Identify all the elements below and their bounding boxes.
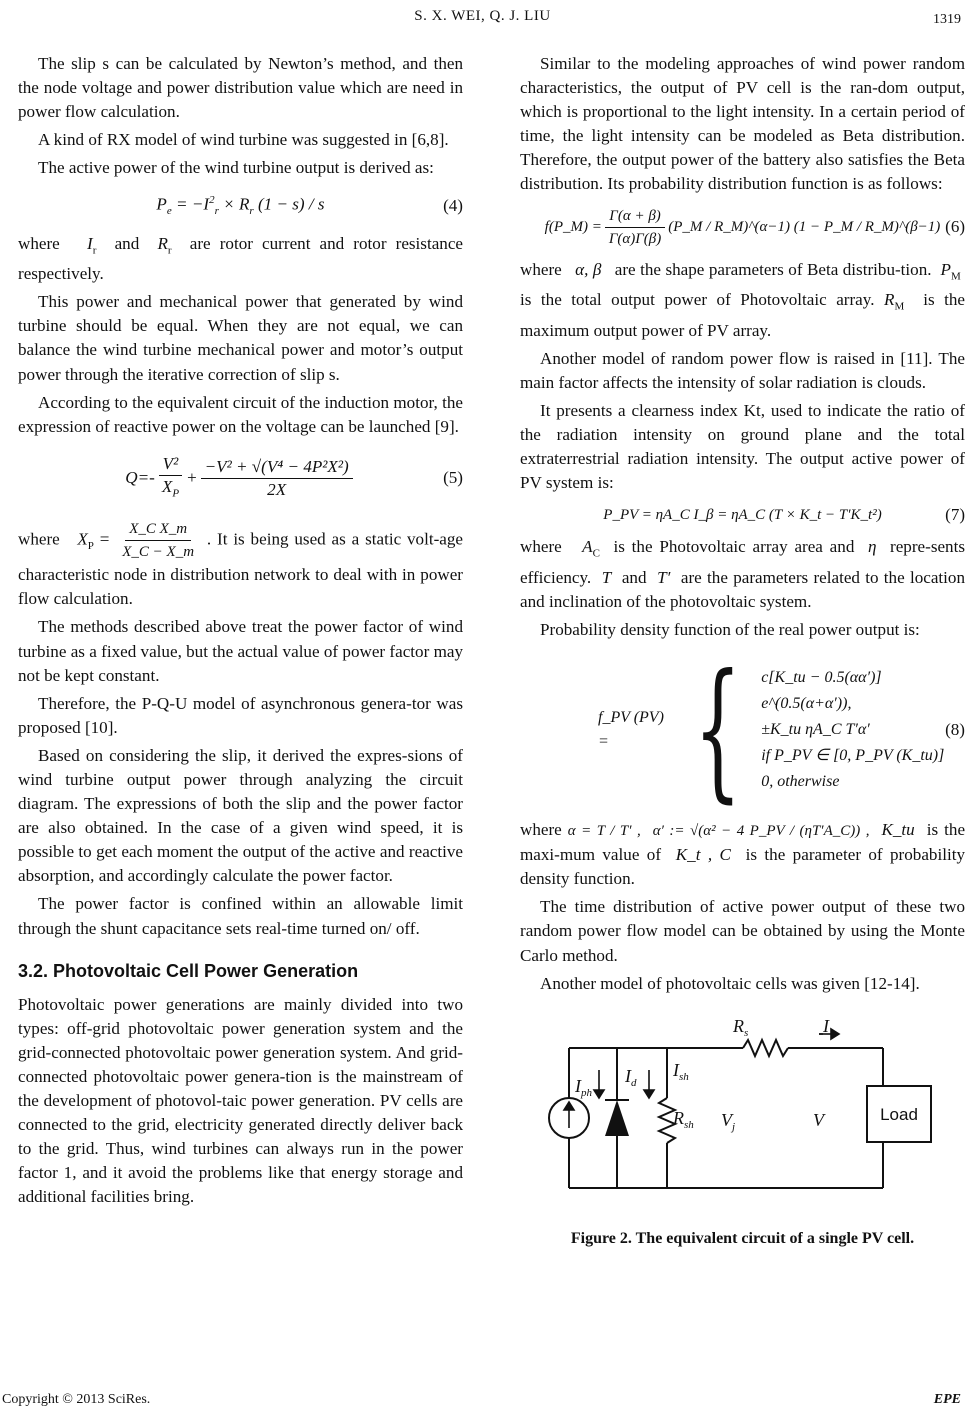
paragraph: Photovoltaic power generations are mainly divided into two types: off-grid photovoltaic power generation system and the grid-connected photovoltaic power generation system. And grid-connected photovoltaic power genera-tion is the mainstream of the development of photovol-taic power generation. PV cells are connected to the grid, electricity generated directly deliver back to the grid. Thus, wind turbines can always run in the power factor 1, and it avoid the problems like that energy storage and additional facilities bring. xyxy=(18,994,463,1207)
equation-number: (6) xyxy=(945,217,965,237)
equation-6: f(P_M) = $\frac{\Gamma(\alpha + \beta)}{\Gamma(\alpha)\Gamma(\beta)}$ (P_M / R_M)^(α−1) (1 − P_M / R_M)^(β−1) (6) xyxy=(520,205,965,250)
equation-number: (8) xyxy=(945,720,965,740)
svg-text:Iph: $I_{ph}$ xyxy=(574,1075,592,1099)
left-column xyxy=(18,52,463,1214)
equation-number: (7) xyxy=(945,505,965,525)
paragraph: where $I_r$ and $R_r$ are rotor current and rotor resistance respectively. xyxy=(18,233,464,284)
paragraph: The methods described above treat the power factor of wind turbine as a fixed value, but the actual value of power factor may not be kept constant. xyxy=(18,617,463,685)
paragraph: The slip s can be calculated by Newton’s method, and then the node voltage and power distribution value which are need in power flow calculation. xyxy=(18,54,463,122)
equation-8: f_PV (PV) = { c[K_tu − 0.5(αα′)] e^(0.5(α+α′)), ±K_tu ηA_C T′α′ if P_PV ∈ [0, P_PV (K_tu)] 0, otherwise (8) xyxy=(598,643,965,818)
svg-text:Vj: $V_j$ xyxy=(720,1109,735,1133)
brace-icon: { xyxy=(693,643,742,818)
equation-7: P_PV = ηA_C I_β = ηA_C (T × K_t − T′K_t²) (7) xyxy=(520,503,965,527)
paragraph: Based on considering the slip, it derived the expres-sions of wind turbine output power through analyzing the circuit diagram. The expressions of both the slip and the power factor are also obtained. In the case of a given wind speed, it is possible to get each moment the output of the active and reactive absorption, and accordingly calculate the power factor. xyxy=(18,745,463,886)
figure-caption: Figure 2. The equivalent circuit of a single PV cell. xyxy=(570,1229,915,1247)
paragraph: where α = T / T′ , α′ := √(α² − 4 P_PV / (ηT′A_C)) , K_tu is the maxi-mum value of K_t , C is the parameter of probability density function. xyxy=(520,820,965,889)
equation-5: Q=- $\frac{\text{V²}}{X_P}$ + $\frac{\text{−V² + √(V⁴ − 4P²X²)}}{2X}$ (5) xyxy=(125,453,463,500)
paragraph: It presents a clearness index Kt, used to indicate the ratio of the radiation intensity on ground plane and the total extraterrestrial radiation intensity. The output active power of PV system is: xyxy=(520,400,965,493)
svg-text:Ish: $I_{sh}$ xyxy=(672,1059,689,1083)
journal-abbrev: EPE xyxy=(933,1392,961,1407)
equation-number: (4) xyxy=(443,196,463,216)
svg-text:Rs: $R_s$ xyxy=(732,1017,748,1039)
equation-4: $P_e = -I^2_r \times R_r$ (1 − s) / s (4) xyxy=(156,194,463,218)
page-number: 1319 xyxy=(933,12,961,27)
svg-text:Load: Load xyxy=(879,1104,918,1124)
paragraph: Therefore, the P-Q-U model of asynchronous genera-tor was proposed [10]. xyxy=(18,693,463,737)
paragraph: Similar to the modeling approaches of wind power random characteristics, the output of PV cell is the ran-dom output, which is proportional to the light intensity. In a certain period of time, the light intensity can be modeled as Beta distribution. Therefore, the output power of the battery also satisfies the Beta distribution. Its probability distribution function is as follows: xyxy=(520,54,965,194)
right-column xyxy=(520,52,965,1251)
equation-number: (5) xyxy=(443,468,463,488)
paragraph: where $X_P$ = $\frac{\text{X\_C X\_m}}{X\_C - X\_m}$ . It is being used as a static volt-age characteristic node in distribution network to deal with in power flow calculation. xyxy=(18,518,463,611)
svg-text:I: I xyxy=(822,1017,829,1036)
svg-text:Rsh: $R_{sh}$ xyxy=(672,1107,694,1131)
paragraph: Another model of photovoltaic cells was given [12-14]. xyxy=(540,973,920,993)
pv-cell-circuit-diagram xyxy=(533,1018,953,1208)
page-header xyxy=(0,8,965,28)
paragraph: Another model of random power flow is raised in [11]. The main factor affects the intensity of solar radiation is clouds. xyxy=(520,348,965,392)
paragraph: Probability density function of the real power output is: xyxy=(540,620,920,639)
svg-text:V: V xyxy=(812,1109,824,1130)
paragraph: This power and mechanical power that generated by wind turbine should be equal. When they are not equal, we can balance the wind turbine mechanical power and motor’s output power through the iterative correction of slip s. xyxy=(18,292,463,384)
running-header-authors: S. X. WEI, Q. J. LIU xyxy=(414,8,551,24)
paragraph: The power factor is confined within an allowable limit through the shunt capacitance sets real-time turned on/ off. xyxy=(18,894,463,938)
paragraph: The active power of the wind turbine output is derived as: xyxy=(38,158,434,178)
paragraph: where α, β are the shape parameters of Beta distribu-tion. $P_M$ is the total output power of Photovoltaic array. $R_M$ is the maximum output power of PV array. xyxy=(520,259,965,340)
section-heading: 3.2. Photovoltaic Cell Power Generation xyxy=(18,960,359,981)
paragraph: According to the equivalent circuit of the induction motor, the expression of reactive power on the voltage can be launched [9]. xyxy=(18,392,463,436)
paragraph: where $A_C$ is the Photovoltaic array area and η repre-sents efficiency. T and T′ are the parameters related to the location and inclination of the photovoltaic system. xyxy=(520,537,965,611)
copyright-notice: Copyright © 2013 SciRes. xyxy=(2,1392,151,1407)
figure-pv-circuit xyxy=(520,1018,965,1251)
svg-text:Id: $I_d$ xyxy=(624,1065,636,1089)
paragraph: A kind of RX model of wind turbine was suggested in [6,8]. xyxy=(38,130,449,150)
paragraph: The time distribution of active power output of these two random power flow model can be obtained by using the Monte Carlo method. xyxy=(520,897,965,965)
